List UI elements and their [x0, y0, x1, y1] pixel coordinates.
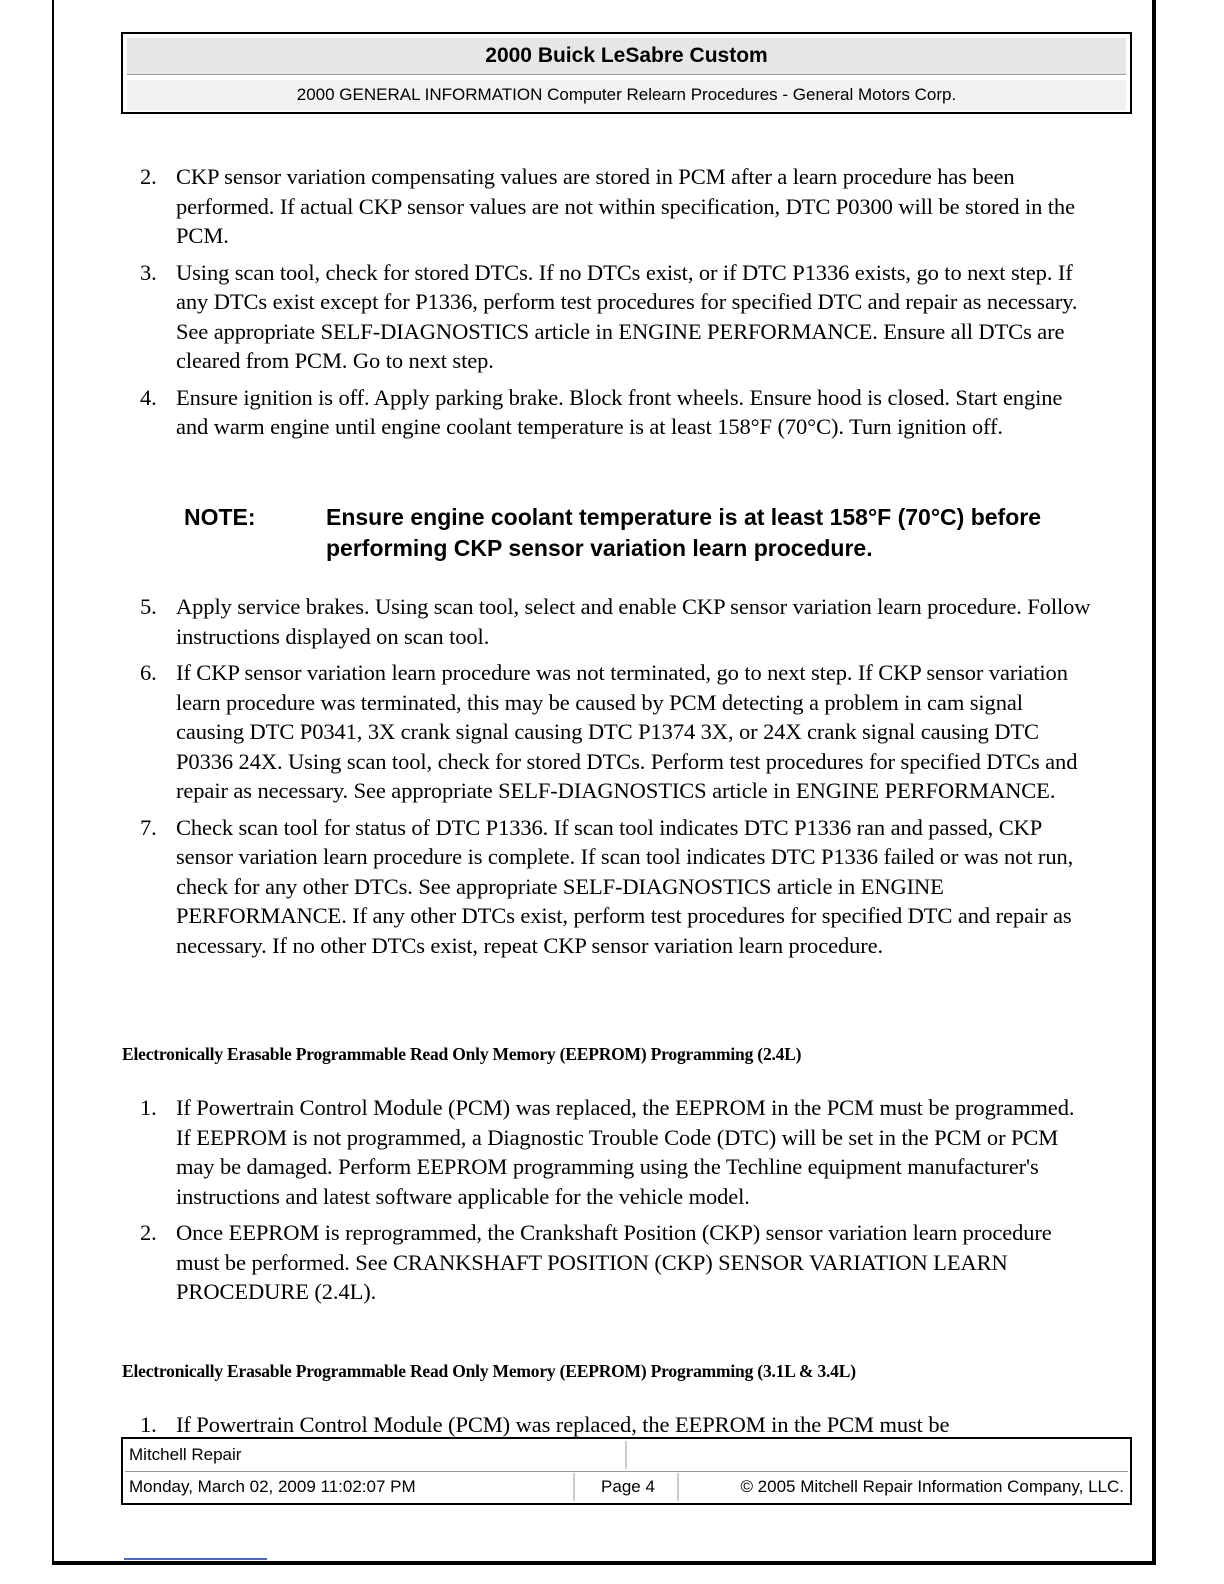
step-text: If Powertrain Control Module (PCM) was replaced, the EEPROM in the PCM must be programmed. If EEPROM is not programmed, a Diagnostic Trouble Code (DTC) will be set in the PCM or PCM may be damaged. Perform EEPROM programming using the Techline equipment manufacturer's instructions and latest software applicable for the vehicle model.: [176, 1095, 1075, 1209]
list-item: [124, 1410, 1094, 1440]
footer-page-number: Page 4: [579, 1473, 679, 1501]
step-number: 2.: [140, 1220, 157, 1245]
step-number: 6.: [140, 660, 157, 685]
document-header: [121, 32, 1132, 114]
step-text: Ensure ignition is off. Apply parking brake. Block front wheels. Ensure hood is closed. Start engine and warm engine until engine coolant temperature is at least 158°F (70°C). Turn ignition off.: [176, 384, 1063, 439]
list-item: [124, 592, 1094, 651]
list-item: [124, 383, 1094, 442]
step-text: If Powertrain Control Module (PCM) was replaced, the EEPROM in the PCM must be: [176, 1412, 950, 1437]
step-text: Apply service brakes. Using scan tool, select and enable CKP sensor variation learn procedure. Follow instructions displayed on scan tool.: [176, 594, 1091, 649]
footer-empty-cell: [631, 1441, 1128, 1469]
step-number: 7.: [140, 814, 157, 840]
footer-datetime: Monday, March 02, 2009 11:02:07 PM: [125, 1473, 575, 1501]
eeprom-24-steps-list: [124, 1093, 1094, 1314]
step-text: Using scan tool, check for stored DTCs. If no DTCs exist, or if DTC P1336 exists, go to next step. If any DTCs exist except for P1336, perform test procedures for specified DTC and repair as necessary. See appropriate SELF-DIAGNOSTICS article in ENGINE PERFORMANCE. Ensure all DTCs are cleared from PCM. Go to next step.: [176, 259, 1078, 373]
list-item: [124, 162, 1094, 251]
note-text: Ensure engine coolant temperature is at least 158°F (70°C) before performing CKP sensor variation learn procedure.: [326, 504, 1041, 561]
step-number: 2.: [140, 164, 157, 189]
step-number: 1.: [140, 1412, 157, 1437]
footer-copyright: © 2005 Mitchell Repair Information Company, LLC.: [740, 1477, 1124, 1496]
document-subtitle: 2000 GENERAL INFORMATION Computer Relearn Procedures - General Motors Corp.: [127, 80, 1126, 110]
step-text: Check scan tool for status of DTC P1336. If scan tool indicates DTC P1336 ran and passed, CKP sensor variation learn procedure is complete. If scan tool indicates DTC P1336 failed or was not run, check for any other DTCs. See appropriate SELF-DIAGNOSTICS article in ENGINE PERFORMANCE. If any other DTCs exist, perform test procedures for specified DTC and repair as necessary. If no other DTCs exist, repeat CKP sensor variation learn procedure.: [176, 814, 1074, 958]
document-footer: [121, 1437, 1132, 1505]
ckp-steps-list: [124, 162, 1094, 449]
step-text: CKP sensor variation compensating values are stored in PCM after a learn procedure has been performed. If actual CKP sensor values are not within specification, DTC P0300 will be stored in the PCM.: [176, 164, 1075, 248]
footer-divider: [125, 1471, 1128, 1472]
step-text: If CKP sensor variation learn procedure was not terminated, go to next step. If CKP sensor variation learn procedure was terminated, this may be caused by PCM detecting a problem in cam signal causing DTC P0341, 3X crank signal causing DTC P1374 3X, or 24X crank signal causing DTC P0336 24X. Using scan tool, check for stored DTCs. Perform test procedures for specified DTCs and repair as necessary. See appropriate SELF-DIAGNOSTICS article in ENGINE PERFORMANCE.: [176, 660, 1078, 803]
list-item: [124, 258, 1094, 376]
section-heading-eeprom-31: Electronically Erasable Programmable Read Only Memory (EEPROM) Programming (3.1L & 3.4L): [122, 1361, 856, 1381]
step-number: 4.: [140, 384, 157, 410]
footer-publisher: Mitchell Repair: [125, 1441, 627, 1469]
step-number: 1.: [140, 1095, 157, 1120]
step-text: Once EEPROM is reprogrammed, the Crankshaft Position (CKP) sensor variation learn procedure must be performed. See CRANKSHAFT POSITION (CKP) SENSOR VARIATION LEARN PROCEDURE (2.4L).: [176, 1220, 1052, 1304]
list-item: [124, 658, 1094, 806]
step-number: 3.: [140, 259, 157, 285]
ckp-steps-list-continued: [124, 592, 1094, 967]
note-label: NOTE:: [184, 504, 256, 530]
step-number: 5.: [140, 594, 157, 619]
list-item: [124, 813, 1094, 961]
document-title: 2000 Buick LeSabre Custom: [127, 38, 1126, 75]
link-underline: [124, 1558, 267, 1560]
list-item: [124, 1218, 1094, 1307]
list-item: [124, 1093, 1094, 1211]
section-heading-eeprom-24: Electronically Erasable Programmable Read Only Memory (EEPROM) Programming (2.4L): [122, 1044, 802, 1064]
